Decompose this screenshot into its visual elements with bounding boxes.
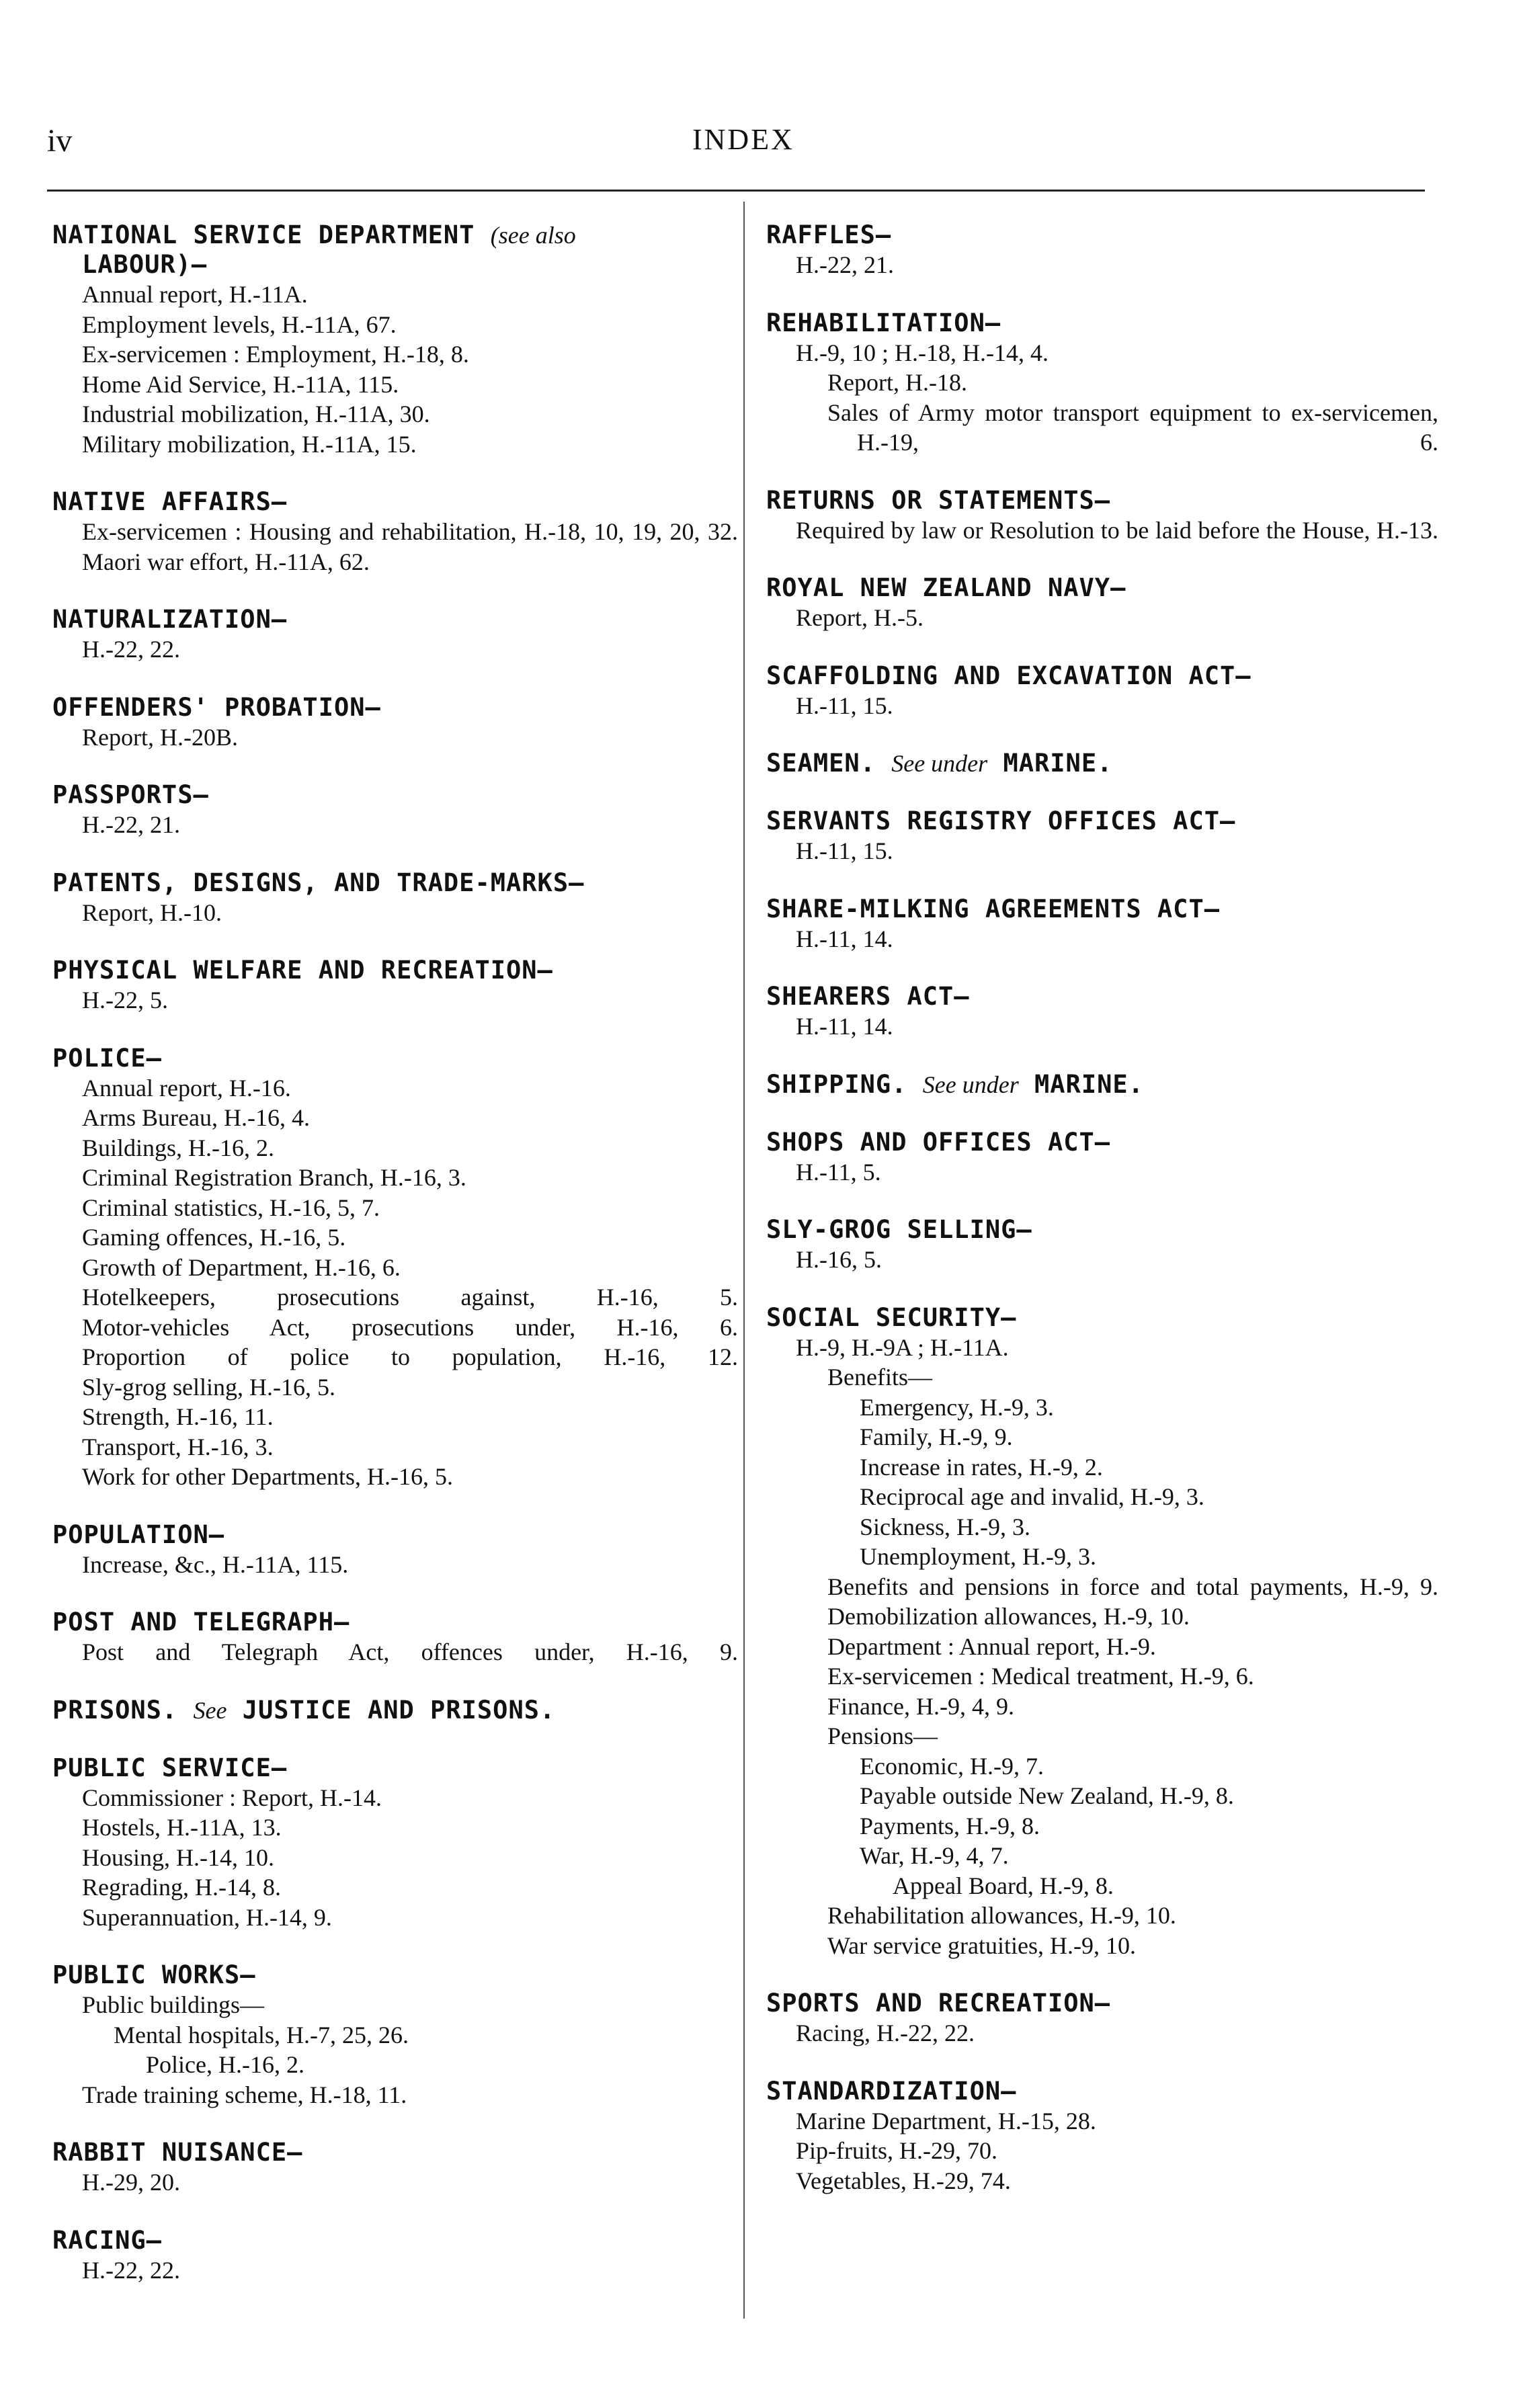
entry-subitem: Police, H.-16, 2. xyxy=(146,2051,304,2078)
see-reference: See under xyxy=(922,1071,1019,1098)
entry-heading: NATIONAL SERVICE DEPARTMENT (see also LABOUR)— xyxy=(52,220,576,279)
entry-subitem: H.-29, 20. xyxy=(82,2169,180,2196)
entry-subitem: Hotelkeepers, prosecutions against, H.-16, 5. xyxy=(82,1284,738,1311)
entry-subitem: Benefits and pensions in force and total payments, H.-9, 9. xyxy=(827,1573,1438,1600)
index-entry-social-security xyxy=(766,1303,1438,1961)
entry-heading: PUBLIC SERVICE— xyxy=(52,1753,288,1782)
entry-subitem: Vegetables, H.-29, 74. xyxy=(796,2167,1011,2194)
entry-subitem: Sickness, H.-9, 3. xyxy=(860,1513,1030,1540)
entry-subitem: Payable outside New Zealand, H.-9, 8. xyxy=(860,1782,1234,1809)
entry-subitem: Mental hospitals, H.-7, 25, 26. xyxy=(114,2021,409,2048)
entry-heading: SEAMEN. See under MARINE. xyxy=(766,749,1113,778)
entry-heading: OFFENDERS' PROBATION— xyxy=(52,692,381,722)
entry-subitem: Rehabilitation allowances, H.-9, 10. xyxy=(827,1902,1176,1929)
entry-subitem: Superannuation, H.-14, 9. xyxy=(82,1903,332,1931)
entry-subitem: H.-11, 14. xyxy=(796,1013,893,1040)
index-entry-royal-new-zealand-navy xyxy=(766,573,1438,633)
entry-subitem: Proportion of police to population, H.-16, 12. xyxy=(82,1343,738,1370)
index-entry-rehabilitation xyxy=(766,308,1438,458)
header-rule xyxy=(47,190,1425,192)
entry-heading: STANDARDIZATION— xyxy=(766,2076,1017,2106)
entry-subitem: Report, H.-20B. xyxy=(82,723,238,751)
entry-subitem: Increase in rates, H.-9, 2. xyxy=(860,1453,1103,1481)
entry-heading: SPORTS AND RECREATION— xyxy=(766,1989,1111,2018)
entry-subitem: Ex-servicemen : Employment, H.-18, 8. xyxy=(82,341,469,368)
index-entry-public-works xyxy=(52,1960,738,2110)
entry-subitem: Report, H.-18. xyxy=(827,369,967,396)
entry-subitem: Report, H.-5. xyxy=(796,604,923,631)
index-entry-police xyxy=(52,1044,738,1492)
left-column xyxy=(52,220,738,2313)
index-entry-patents-designs-and-trade-marks xyxy=(52,868,738,928)
entry-subitem: Housing, H.-14, 10. xyxy=(82,1843,274,1871)
entry-subitem: H.-9, 10 ; H.-18, H.-14, 4. xyxy=(796,339,1049,366)
entry-heading: RETURNS OR STATEMENTS— xyxy=(766,485,1111,515)
entry-subitem: Department : Annual report, H.-9. xyxy=(827,1632,1156,1660)
index-entry-public-service xyxy=(52,1753,738,1933)
entry-subitem: Buildings, H.-16, 2. xyxy=(82,1134,275,1161)
index-entry-standardization xyxy=(766,2077,1438,2196)
entry-heading: PASSPORTS— xyxy=(52,780,209,809)
entry-subitem: War, H.-9, 4, 7. xyxy=(860,1842,1009,1869)
index-entry-physical-welfare-and-recreation xyxy=(52,956,738,1015)
entry-heading: SOCIAL SECURITY— xyxy=(766,1302,1017,1332)
entry-subitem: Unemployment, H.-9, 3. xyxy=(860,1543,1096,1570)
page-number: iv xyxy=(47,123,73,159)
entry-subitem: Work for other Departments, H.-16, 5. xyxy=(82,1463,453,1490)
entry-subitem: Maori war effort, H.-11A, 62. xyxy=(82,548,370,575)
index-entry-servants-registry-offices-act xyxy=(766,806,1438,866)
entry-heading: SHIPPING. See under MARINE. xyxy=(766,1069,1144,1099)
entry-subitem: Appeal Board, H.-9, 8. xyxy=(893,1872,1114,1899)
entry-heading: PATENTS, DESIGNS, AND TRADE-MARKS— xyxy=(52,868,585,897)
entry-subitem: Growth of Department, H.-16, 6. xyxy=(82,1253,401,1281)
entry-heading: POST AND TELEGRAPH— xyxy=(52,1608,350,1636)
entry-subitem: Industrial mobilization, H.-11A, 30. xyxy=(82,401,430,427)
entry-heading: SHEARERS ACT— xyxy=(766,982,970,1011)
index-entry-share-milking-agreements-act xyxy=(766,895,1438,954)
page-title: INDEX xyxy=(692,123,794,156)
entry-subitem: Home Aid Service, H.-11A, 115. xyxy=(82,370,399,398)
entry-subitem: Economic, H.-9, 7. xyxy=(860,1752,1044,1780)
entry-subitem: Ex-servicemen : Housing and rehabilitation, H.-18, 10, 19, 20, 32. xyxy=(82,518,738,545)
index-entry-raffles xyxy=(766,220,1438,280)
index-entry-rabbit-nuisance xyxy=(52,2138,738,2198)
entry-subitem: Pip-fruits, H.-29, 70. xyxy=(796,2137,997,2164)
entry-subitem: Increase, &c., H.-11A, 115. xyxy=(82,1550,349,1578)
entry-heading: ROYAL NEW ZEALAND NAVY— xyxy=(766,573,1126,602)
entry-heading: REHABILITATION— xyxy=(766,308,1001,337)
entry-heading: SCAFFOLDING AND EXCAVATION ACT— xyxy=(766,661,1251,690)
entry-heading: SHARE-MILKING AGREEMENTS ACT— xyxy=(766,894,1221,923)
entry-subitem: H.-11, 15. xyxy=(796,692,893,719)
entry-subitem: Annual report, H.-16. xyxy=(82,1074,291,1102)
entry-subitem: Gaming offences, H.-16, 5. xyxy=(82,1224,346,1251)
entry-heading: RABBIT NUISANCE— xyxy=(52,2138,303,2167)
entry-subitem: Sales of Army motor transport equipment to ex-servicemen, H.-19, 6. xyxy=(827,399,1438,456)
entry-subitem: Public buildings— xyxy=(82,1991,265,2018)
entry-heading: PUBLIC WORKS— xyxy=(52,1960,256,1989)
entry-subitem: Trade training scheme, H.-18, 11. xyxy=(82,2081,407,2108)
index-entry-offenders-probation xyxy=(52,693,738,753)
index-entry-national-service-department xyxy=(52,220,738,459)
index-entry-shops-and-offices-act xyxy=(766,1128,1438,1188)
entry-subitem: Family, H.-9, 9. xyxy=(860,1423,1013,1450)
entry-subitem: Racing, H.-22, 22. xyxy=(796,2020,975,2046)
heading-continuation: LABOUR)— xyxy=(82,250,208,279)
index-entry-naturalization xyxy=(52,605,738,665)
entry-heading: SHOPS AND OFFICES ACT— xyxy=(766,1127,1111,1157)
index-entry-sly-grog-selling xyxy=(766,1215,1438,1275)
entry-subitem: H.-22, 22. xyxy=(82,2256,180,2284)
entry-subitem: Criminal Registration Branch, H.-16, 3. xyxy=(82,1164,466,1191)
index-entry-scaffolding-and-excavation-act xyxy=(766,661,1438,721)
entry-subitem: H.-22, 21. xyxy=(82,811,180,838)
entry-subitem: Sly-grog selling, H.-16, 5. xyxy=(82,1373,335,1401)
entry-subitem: Required by law or Resolution to be laid before the House, H.-13. xyxy=(796,516,1438,544)
index-entry-racing xyxy=(52,2226,738,2286)
entry-subitem: Employment levels, H.-11A, 67. xyxy=(82,310,397,338)
entry-subitem: Benefits— xyxy=(827,1364,932,1390)
entry-subitem: H.-11, 15. xyxy=(796,837,893,864)
see-reference: See xyxy=(193,1696,227,1724)
entry-subitem: Annual report, H.-11A. xyxy=(82,281,308,308)
entry-subitem: H.-22, 21. xyxy=(796,251,894,278)
entry-subitem: Arms Bureau, H.-16, 4. xyxy=(82,1104,310,1131)
entry-heading: SLY-GROG SELLING— xyxy=(766,1215,1032,1244)
index-entry-returns-or-statements xyxy=(766,486,1438,546)
heading-note: (see also xyxy=(490,222,576,249)
entry-subitem: Commissioner : Report, H.-14. xyxy=(82,1784,382,1811)
entry-heading: NATURALIZATION— xyxy=(52,605,288,634)
entry-subitem: H.-22, 5. xyxy=(82,987,168,1013)
index-entry-post-and-telegraph xyxy=(52,1608,738,1667)
index-entry-seamen xyxy=(766,749,1438,778)
entry-subitem: War service gratuities, H.-9, 10. xyxy=(827,1932,1136,1959)
entry-heading: PRISONS. See JUSTICE AND PRISONS. xyxy=(52,1695,556,1725)
see-target: JUSTICE AND PRISONS. xyxy=(242,1695,556,1725)
entry-heading: NATIVE AFFAIRS— xyxy=(52,487,288,516)
entry-subitem: Payments, H.-9, 8. xyxy=(860,1812,1040,1839)
entry-subitem: Pensions— xyxy=(827,1722,938,1749)
entry-subitem: H.-11, 5. xyxy=(796,1158,881,1186)
entry-subitem: Finance, H.-9, 4, 9. xyxy=(827,1692,1014,1720)
entry-subitem: H.-22, 22. xyxy=(82,636,180,663)
entry-subitem: Reciprocal age and invalid, H.-9, 3. xyxy=(860,1483,1204,1510)
index-entry-shearers-act xyxy=(766,982,1438,1042)
entry-heading: RAFFLES— xyxy=(766,220,892,249)
entry-heading: PHYSICAL WELFARE AND RECREATION— xyxy=(52,956,553,985)
right-column xyxy=(766,220,1438,2224)
entry-subitem: Strength, H.-16, 11. xyxy=(82,1403,274,1430)
index-entry-native-affairs xyxy=(52,487,738,577)
see-target: MARINE. xyxy=(1003,749,1113,778)
entry-subitem: H.-9, H.-9A ; H.-11A. xyxy=(796,1333,1009,1361)
entry-subitem: Transport, H.-16, 3. xyxy=(82,1433,274,1460)
index-entry-population xyxy=(52,1520,738,1580)
column-divider xyxy=(743,202,745,2319)
index-entry-passports xyxy=(52,780,738,840)
entry-subitem: Marine Department, H.-15, 28. xyxy=(796,2107,1096,2134)
entry-heading: SERVANTS REGISTRY OFFICES ACT— xyxy=(766,806,1236,835)
entry-subitem: Post and Telegraph Act, offences under, H.-16, 9. xyxy=(82,1638,738,1665)
index-entry-sports-and-recreation xyxy=(766,1989,1438,2048)
index-entry-shipping xyxy=(766,1070,1438,1099)
entry-subitem: Ex-servicemen : Medical treatment, H.-9, 6. xyxy=(827,1663,1254,1690)
entry-heading: RACING— xyxy=(52,2225,162,2255)
entry-heading: POPULATION— xyxy=(52,1520,225,1549)
entry-subitem: Regrading, H.-14, 8. xyxy=(82,1874,281,1901)
index-entry-prisons xyxy=(52,1696,738,1725)
entry-subitem: H.-11, 14. xyxy=(796,925,893,952)
entry-subitem: Motor-vehicles Act, prosecutions under, H.-16, 6. xyxy=(82,1313,738,1341)
see-target: MARINE. xyxy=(1034,1069,1144,1099)
entry-subitem: Emergency, H.-9, 3. xyxy=(860,1393,1054,1421)
entry-subitem: Demobilization allowances, H.-9, 10. xyxy=(827,1603,1190,1630)
entry-heading: POLICE— xyxy=(52,1043,162,1073)
entry-subitem: Military mobilization, H.-11A, 15. xyxy=(82,430,417,458)
entry-subitem: Report, H.-10. xyxy=(82,899,222,926)
entry-subitem: Criminal statistics, H.-16, 5, 7. xyxy=(82,1194,380,1221)
see-reference: See under xyxy=(891,750,988,777)
entry-subitem: Hostels, H.-11A, 13. xyxy=(82,1814,282,1841)
entry-subitem: H.-16, 5. xyxy=(796,1246,882,1273)
